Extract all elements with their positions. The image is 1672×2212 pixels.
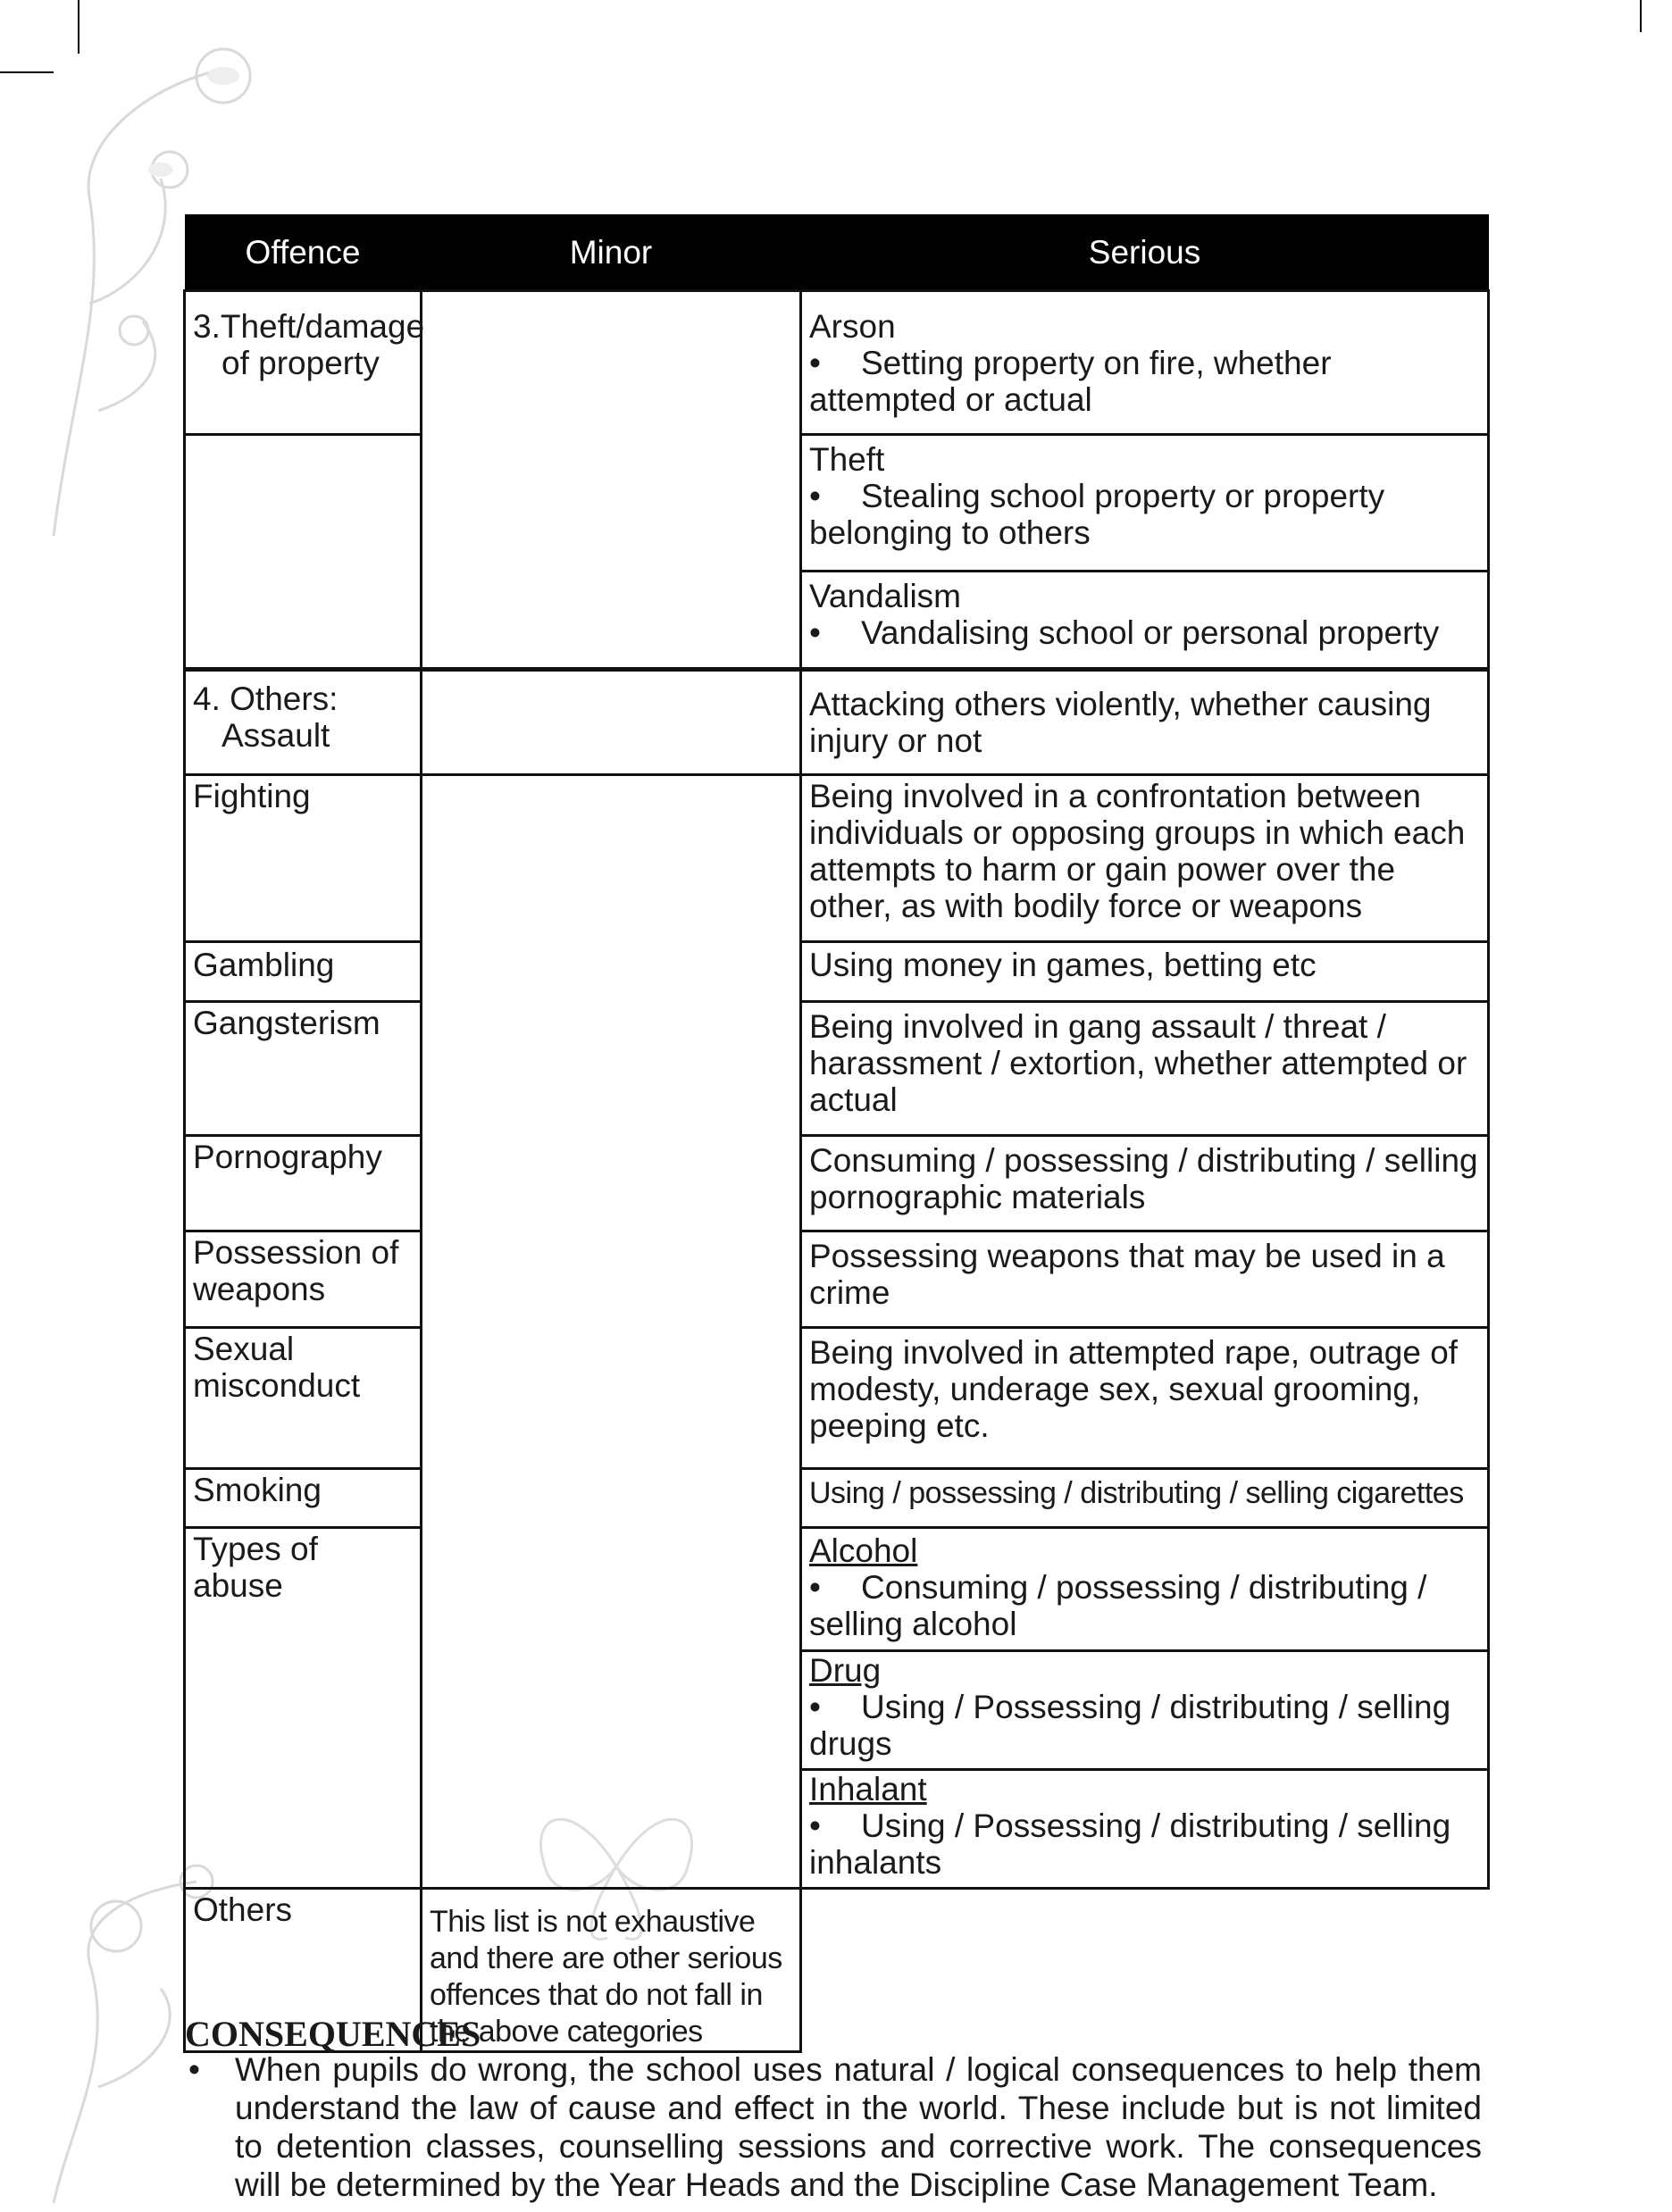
serious-bullet: Setting property on fire, whether [861,345,1332,381]
table-row [185,775,1489,942]
serious-bullet: Consuming / possessing / distributing / [861,1569,1427,1606]
offence-label: Possession of weapons [193,1234,399,1307]
serious-text: Being involved in attempted rape, outrage of modesty, underage sex, sexual grooming, peeping etc. [809,1334,1459,1444]
serious-cell [801,1651,1489,1770]
serious-cell [801,1770,1489,1889]
bullet-icon: • [809,1689,821,1725]
serious-text: Possessing weapons that may be used in a crime [809,1238,1445,1311]
bullet-icon: • [809,478,821,514]
consequences-text: When pupils do wrong, the school uses natural / logical consequences to help them understand the law of cause and effect in the world. These include but is not limited to detention classes, counselling sessions and corrective work. The consequences will be determined by the Year Heads and the Discipline Case Management Team. [235,2051,1482,2203]
crop-mark [1640,0,1642,32]
table-row [185,942,1489,1002]
offence-cell [185,291,425,435]
offence-label: Smoking [193,1472,322,1508]
serious-text: drugs [809,1725,892,1762]
offence-label: Sexual misconduct [193,1331,361,1404]
offence-label: Others [193,1891,293,1928]
table-row [185,1002,1489,1136]
serious-cell [801,1469,1489,1528]
serious-cell [801,572,1489,670]
offence-cell [185,1528,422,1889]
serious-text: Using money in games, betting etc [809,947,1317,983]
bullet-icon: • [809,1569,821,1606]
serious-title: Drug [809,1652,882,1689]
discipline-table [183,214,1490,2053]
offence-label: Assault [222,717,330,754]
offence-cell [185,1002,422,1136]
offence-label: Gambling [193,947,335,983]
offence-label: Gangsterism [193,1005,380,1041]
offence-cell [185,775,422,942]
bullet-icon: • [809,345,821,381]
offence-label: Pornography [193,1139,382,1175]
offence-label: 4. Others: [193,680,339,717]
header-minor: Minor [422,214,801,291]
serious-text: Being involved in a confrontation between individuals or opposing groups in which each attempts to harm or gain power over the other, as with bodily force or weapons [809,778,1466,924]
serious-cell [801,942,1489,1002]
offence-cell [185,942,422,1002]
minor-cell [422,291,801,670]
table-row [185,1231,1489,1328]
header-offence: Offence [185,214,422,291]
offence-label: 3.Theft/damage [193,308,425,345]
serious-title: Alcohol [809,1532,918,1569]
offence-label: Types of abuse [193,1531,318,1604]
serious-cell [801,1528,1489,1651]
table-row [185,1328,1489,1469]
serious-cell [801,1136,1489,1231]
serious-text: belonging to others [809,514,1091,551]
minor-cell [422,670,801,775]
offence-cell [185,670,422,775]
serious-title: Vandalism [809,578,962,614]
table-row [185,670,1489,775]
table-row [185,435,1489,572]
consequences-heading: CONSEQUENCES [185,2014,481,2054]
offence-cell [185,1469,422,1528]
bullet-icon: • [188,2051,200,2088]
table-row [185,1136,1489,1231]
offence-cell [185,1231,422,1328]
bullet-icon: • [809,614,821,651]
serious-text: Attacking others violently, whether causing injury or not [809,686,1432,759]
table-row [185,291,1489,435]
crop-mark [0,71,54,73]
serious-text: selling alcohol [809,1606,1017,1642]
serious-bullet: Vandalising school or personal property [861,614,1440,651]
table-row [185,1528,1489,1651]
serious-text: attempted or actual [809,381,1092,418]
table-header-row [185,214,1489,291]
serious-text: Using / possessing / distributing / selling cigarettes [809,1476,1464,1510]
consequences-paragraph [185,2050,1482,2204]
header-serious: Serious [801,214,1489,291]
bullet-icon: • [809,1807,821,1844]
offence-cell [185,1328,422,1469]
serious-cell [801,435,1489,572]
serious-title: Arson [809,308,896,345]
serious-cell [801,291,1489,435]
offence-cell [185,435,422,670]
serious-title: Inhalant [809,1771,927,1807]
serious-text: inhalants [809,1844,942,1881]
serious-cell [801,1002,1489,1136]
serious-text: Consuming / possessing / distributing / selling pornographic materials [809,1142,1478,1215]
crop-mark [78,0,79,54]
serious-cell [801,775,1489,942]
offence-label: Fighting [193,778,311,814]
minor-cell [422,775,801,1889]
serious-text: This list is not exhaustive and there are other serious offences that do not fall in the above categories [430,1905,782,2049]
serious-bullet: Stealing school property or property [861,478,1385,514]
serious-cell [801,1231,1489,1328]
serious-cell [801,1328,1489,1469]
serious-text: Being involved in gang assault / threat / harassment / extortion, whether attempted or actual [809,1008,1467,1118]
offence-cell [185,1136,422,1231]
serious-bullet: Using / Possessing / distributing / selling [861,1689,1451,1725]
table-row [185,1469,1489,1528]
serious-bullet: Using / Possessing / distributing / selling [861,1807,1451,1844]
serious-title: Theft [809,441,885,478]
serious-cell [801,670,1489,775]
offence-label: of property [222,345,380,381]
